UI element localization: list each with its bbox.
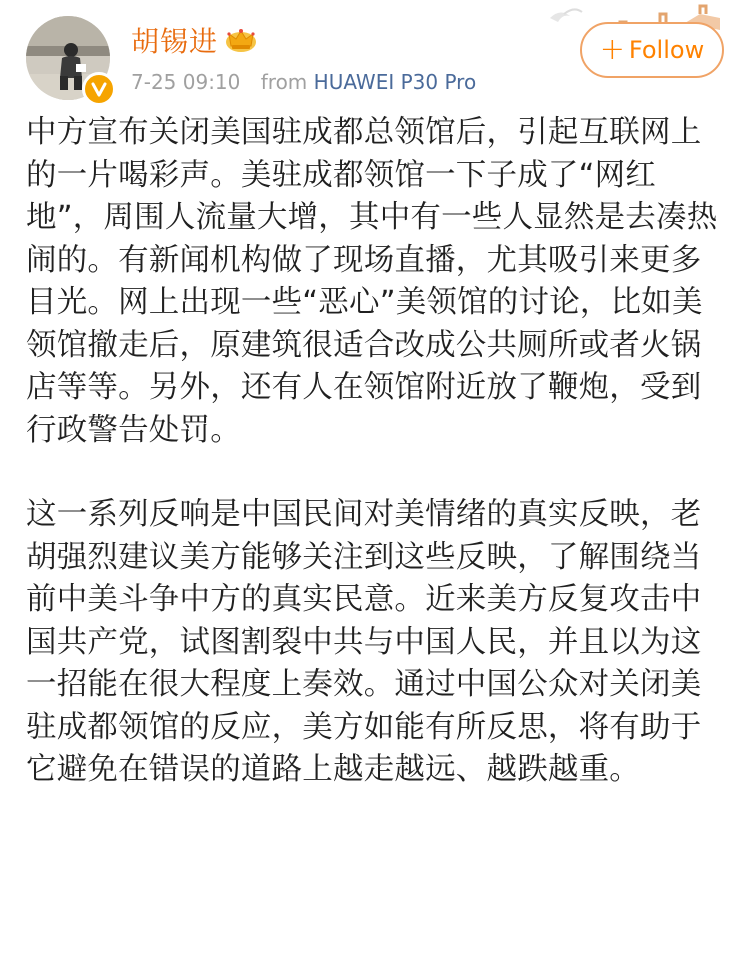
post-paragraph: 这一系列反响是中国民间对美情绪的真实反映，老胡强烈建议美方能够关注到这些反映，了解围绕当前中美斗争中方的真实民意。近来美方反复攻击中国共产党，试图割裂中共与中国人民，并且以为这一招能在很大程度上奏效。通过中国公众对关闭美驻成都领馆的反应，美方如能有所反思，将有助于它避免在错误的道路上越走越远、越跌越重。 [26, 497, 702, 787]
plus-icon: + [599, 32, 625, 67]
crown-icon[interactable] [224, 26, 258, 54]
username-row [131, 18, 258, 62]
post-body [26, 112, 730, 792]
username[interactable]: 胡锡进 [131, 25, 219, 58]
post-time: 7-25 09:10 [131, 70, 241, 94]
post-header [0, 0, 750, 110]
source-prefix: from [260, 70, 308, 94]
post-device[interactable]: HUAWEI P30 Pro [313, 70, 477, 94]
follow-label: Follow [628, 36, 705, 64]
post-paragraph: 中方宣布关闭美国驻成都总领馆后，引起互联网上的一片喝彩声。美驻成都领馆一下子成了“网红地”，周围人流量大增，其中有一些人显然是去凑热闹的。有新闻机构做了现场直播，尤其吸引来更多目光。网上出现一些“恶心”美领馆的讨论，比如美领馆撤走后，原建筑很适合改成公共厕所或者火锅店等等。另外，还有人在领馆附近放了鞭炮，受到行政警告处罚。 [26, 115, 718, 448]
verified-v-icon [82, 72, 116, 106]
follow-button[interactable] [580, 22, 724, 78]
post-meta [131, 70, 476, 94]
